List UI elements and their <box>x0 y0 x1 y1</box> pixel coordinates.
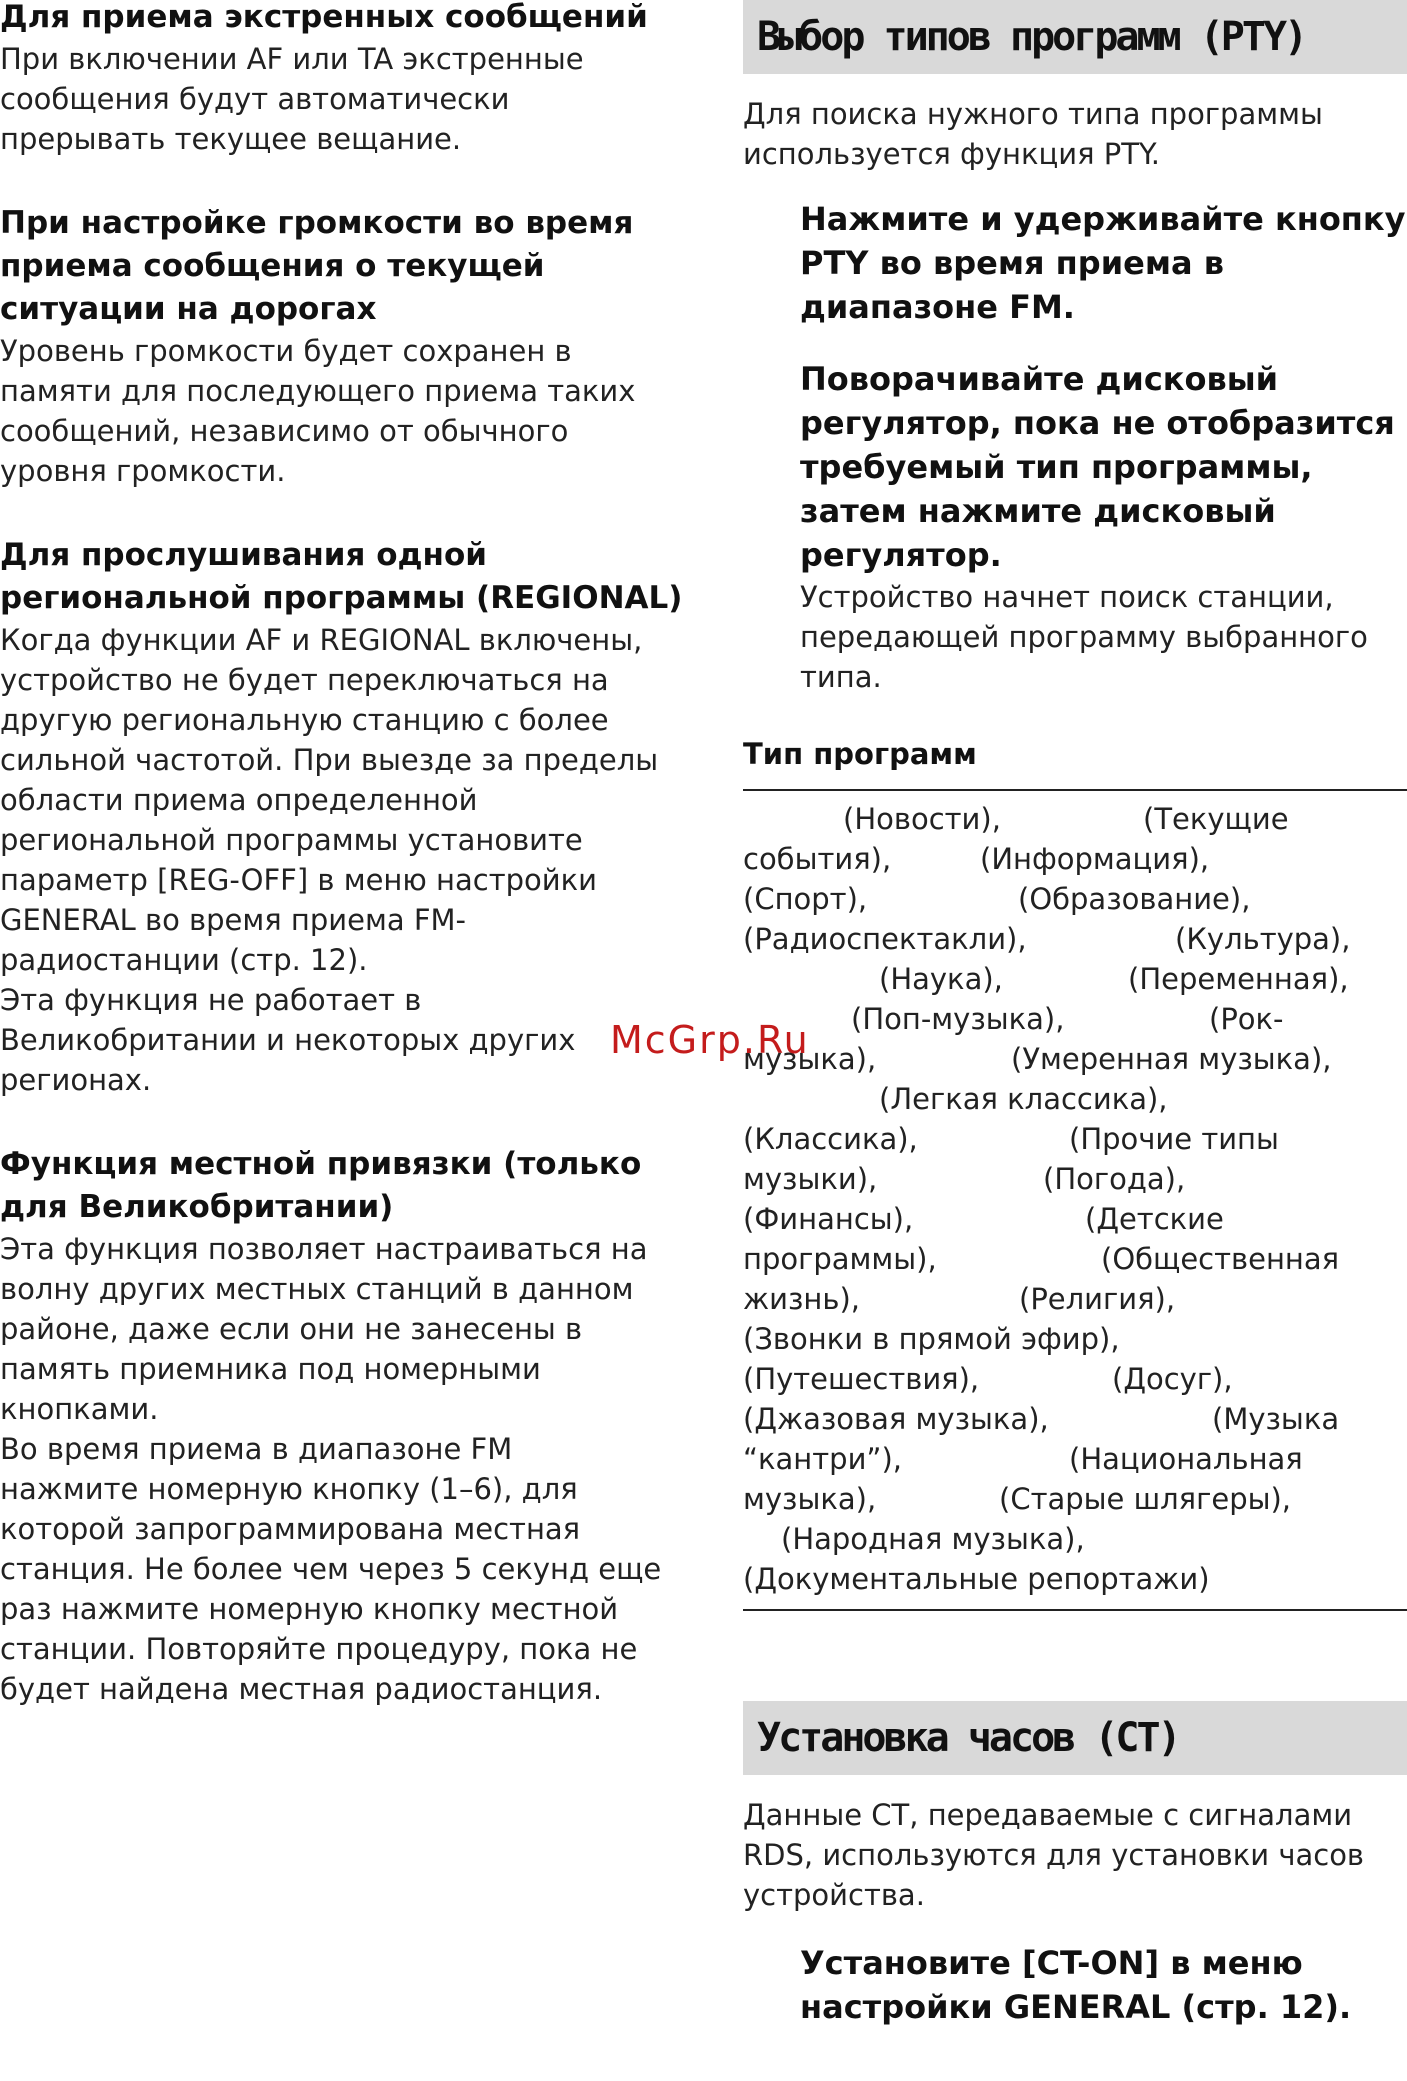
text-line: Великобритании и некоторых других <box>0 1023 576 1057</box>
program-type-item: (Погода), <box>1043 1162 1186 1196</box>
program-type-line <box>743 999 1407 1039</box>
text-line: районе, даже если они не занесены в <box>0 1312 583 1346</box>
program-types-list <box>743 791 1407 1609</box>
heading-local-link: Функция местной привязки (только <box>0 1146 642 1182</box>
text-line: станция. Не более чем через 5 секунд еще <box>0 1552 662 1586</box>
text-line: устройства. <box>743 1878 925 1912</box>
program-type-line <box>743 1439 1407 1479</box>
text-line: параметр [REG-OFF] в меню настройки <box>0 863 597 897</box>
program-type-line <box>743 1199 1407 1239</box>
step-text: диапазоне FM. <box>800 288 1075 326</box>
text-line: Для поиска нужного типа программы <box>743 97 1323 131</box>
program-type-item: музыка), <box>743 1042 877 1076</box>
text-line: сильной частотой. При выезде за пределы <box>0 743 659 777</box>
body-emergency <box>0 39 690 159</box>
text-line: Уровень громкости будет сохранен в <box>0 334 572 368</box>
step-text: регулятор. <box>800 536 1002 574</box>
program-type-line <box>743 919 1407 959</box>
program-type-item: (Новости), <box>843 802 1001 836</box>
step-1 <box>743 197 1407 329</box>
text-line: Эта функция не работает в <box>0 983 422 1017</box>
step-text: Нажмите и удерживайте кнопку <box>800 200 1406 238</box>
step-note: Устройство начнет поиск станции, <box>800 580 1334 614</box>
program-type-item: (Документальные репортажи) <box>743 1562 1210 1596</box>
text-line: другую региональную станцию с более <box>0 703 609 737</box>
text-line: уровня громкости. <box>0 454 286 488</box>
text-line: RDS, используются для установки часов <box>743 1838 1365 1872</box>
text-line: прерывать текущее вещание. <box>0 122 462 156</box>
program-type-item: (Финансы), <box>743 1202 914 1236</box>
section-volume <box>0 202 690 491</box>
step-note: передающей программу выбранного <box>800 620 1368 654</box>
program-type-line <box>743 1319 1407 1359</box>
pty-intro <box>743 94 1407 174</box>
text-line: память приемника под номерными <box>0 1352 541 1386</box>
text-line: GENERAL во время приема FM- <box>0 903 467 937</box>
program-type-line <box>743 1119 1407 1159</box>
text-line: Во время приема в диапазоне FM <box>0 1432 513 1466</box>
heading-volume: приема сообщения о текущей <box>0 248 545 284</box>
text-line: При включении AF или TA экстренные <box>0 42 584 76</box>
heading-local-link: для Великобритании) <box>0 1189 394 1225</box>
left-column <box>0 0 690 1709</box>
ct-step <box>743 1941 1407 2029</box>
section-local-link <box>0 1143 690 1709</box>
text-line: которой запрограммирована местная <box>0 1512 581 1546</box>
text-line: регионах. <box>0 1063 152 1097</box>
text-line: нажмите номерную кнопку (1–6), для <box>0 1472 578 1506</box>
program-type-line <box>743 1039 1407 1079</box>
program-type-item: (Умеренная музыка), <box>1011 1042 1332 1076</box>
heading-volume: При настройке громкости во время <box>0 205 634 241</box>
program-type-item: (Народная музыка), <box>781 1522 1085 1556</box>
program-type-line <box>743 1559 1407 1599</box>
program-type-item: (Культура), <box>1175 922 1351 956</box>
text-line: кнопками. <box>0 1392 159 1426</box>
text-line: Данные CT, передаваемые с сигналами <box>743 1798 1353 1832</box>
step-text: настройки GENERAL (стр. 12). <box>800 1988 1352 2026</box>
program-type-item: (Информация), <box>980 842 1210 876</box>
text-line: станции. Повторяйте процедуру, пока не <box>0 1632 638 1666</box>
program-type-item: (Национальная <box>1069 1442 1303 1476</box>
step-text: требуемый тип программы, <box>800 448 1313 486</box>
program-type-item: (Образование), <box>1018 882 1251 916</box>
right-column <box>743 0 1407 2029</box>
text-line: области приема определенной <box>0 783 478 817</box>
program-type-item: жизнь), <box>743 1282 860 1316</box>
program-type-item: (Наука), <box>879 962 1003 996</box>
heading-emergency: Для приема экстренных сообщений <box>0 0 648 35</box>
program-type-line <box>743 1479 1407 1519</box>
text-line: сообщения будут автоматически <box>0 82 510 116</box>
step-text: Установите [CT-ON] в меню <box>800 1944 1303 1982</box>
program-type-item: события), <box>743 842 892 876</box>
program-type-item: музыка), <box>743 1482 877 1516</box>
program-type-item: “кантри”), <box>743 1442 902 1476</box>
program-type-line <box>743 799 1407 839</box>
program-type-item: музыки), <box>743 1162 878 1196</box>
text-line: памяти для последующего приема таких <box>0 374 636 408</box>
program-type-item: (Религия), <box>1019 1282 1176 1316</box>
program-type-line <box>743 1359 1407 1399</box>
text-line: сообщений, независимо от обычного <box>0 414 569 448</box>
program-type-item: (Спорт), <box>743 882 868 916</box>
program-type-item: (Прочие типы <box>1069 1122 1279 1156</box>
section-regional <box>0 534 690 1100</box>
step-note: типа. <box>800 660 882 694</box>
program-type-item: (Рок- <box>1209 1002 1284 1036</box>
program-type-item: (Поп-музыка), <box>851 1002 1065 1036</box>
text-line: устройство не будет переключаться на <box>0 663 609 697</box>
text-line: региональной программы установите <box>0 823 583 857</box>
program-type-item: (Досуг), <box>1112 1362 1233 1396</box>
program-type-item: (Общественная <box>1101 1242 1340 1276</box>
text-line: радиостанции (стр. 12). <box>0 943 368 977</box>
step-text: Поворачивайте дисковый <box>800 360 1279 398</box>
watermark: McGrp.Ru <box>610 1018 810 1062</box>
divider-bottom <box>743 1609 1407 1611</box>
program-type-item: (Джазовая музыка), <box>743 1402 1049 1436</box>
text-line: волну других местных станций в данном <box>0 1272 634 1306</box>
program-type-item: (Легкая классика), <box>879 1082 1168 1116</box>
program-type-line <box>743 1279 1407 1319</box>
program-type-item: (Звонки в прямой эфир), <box>743 1322 1120 1356</box>
heading-volume: ситуации на дорогах <box>0 291 377 327</box>
program-type-item: (Путешествия), <box>743 1362 980 1396</box>
program-type-item: программы), <box>743 1242 937 1276</box>
step-2 <box>743 357 1407 697</box>
program-type-item: (Музыка <box>1212 1402 1340 1436</box>
program-type-line <box>743 1079 1407 1119</box>
program-type-line <box>743 839 1407 879</box>
program-type-item: (Детские <box>1085 1202 1224 1236</box>
program-type-item: (Классика), <box>743 1122 918 1156</box>
program-type-line <box>743 959 1407 999</box>
text-line: используется функция PTY. <box>743 137 1160 171</box>
section-banner-pty: Выбор типов программ (PTY) <box>743 0 1407 74</box>
text-line: Эта функция позволяет настраиваться на <box>0 1232 648 1266</box>
program-type-line <box>743 879 1407 919</box>
section-emergency <box>0 0 690 159</box>
section-banner-ct: Установка часов (CT) <box>743 1701 1407 1775</box>
program-type-item: (Старые шлягеры), <box>999 1482 1292 1516</box>
program-type-line <box>743 1239 1407 1279</box>
text-line: раз нажмите номерную кнопку местной <box>0 1592 619 1626</box>
program-type-item: (Радиоспектакли), <box>743 922 1027 956</box>
program-types-heading: Тип программ <box>743 737 977 771</box>
step-text: затем нажмите дисковый <box>800 492 1276 530</box>
ct-intro <box>743 1795 1407 1915</box>
text-line: будет найдена местная радиостанция. <box>0 1672 603 1706</box>
step-text: PTY во время приема в <box>800 244 1224 282</box>
program-type-item: (Переменная), <box>1128 962 1349 996</box>
program-type-line <box>743 1159 1407 1199</box>
heading-regional: региональной программы (REGIONAL) <box>0 580 683 616</box>
program-type-line <box>743 1519 1407 1559</box>
heading-regional: Для прослушивания одной <box>0 537 487 573</box>
program-type-item: (Текущие <box>1143 802 1289 836</box>
step-text: регулятор, пока не отобразится <box>800 404 1395 442</box>
text-line: Когда функции AF и REGIONAL включены, <box>0 623 643 657</box>
program-type-line <box>743 1399 1407 1439</box>
